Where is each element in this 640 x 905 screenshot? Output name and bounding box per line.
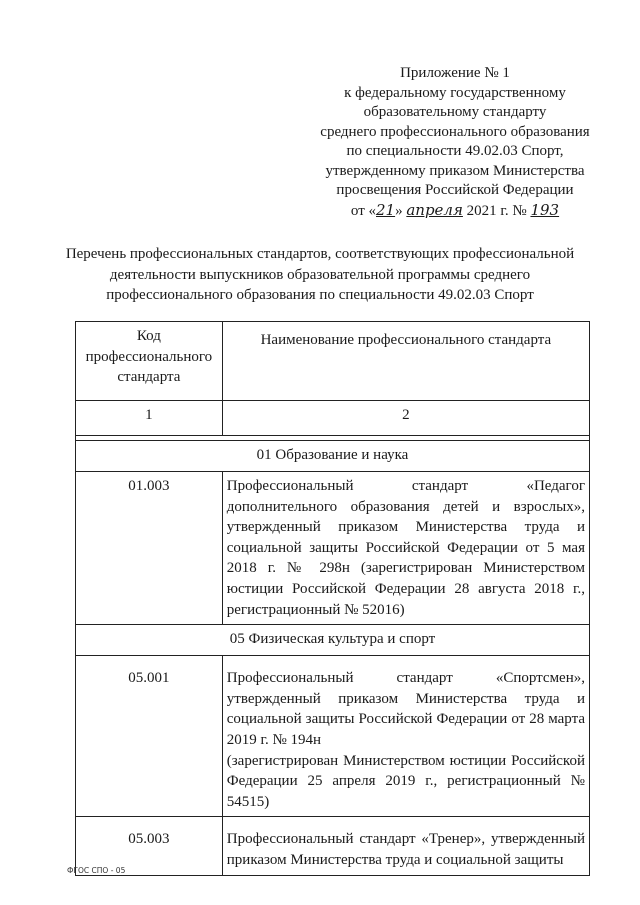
- appendix-line: среднего профессионального образования: [320, 123, 590, 140]
- handwritten-day: 21: [376, 200, 396, 219]
- handwritten-order-number: 193: [530, 200, 560, 219]
- section-row: [76, 441, 590, 472]
- standard-name: [222, 656, 589, 817]
- table-row: [76, 656, 590, 817]
- table-row: [76, 817, 590, 875]
- standard-code: 01.003: [76, 472, 223, 625]
- title-line: профессионального образования по специальности 49.02.03 Спорт: [106, 287, 534, 303]
- title-line: Перечень профессиональных стандартов, соответствующих профессиональной: [65, 246, 575, 262]
- table-header-row: [76, 322, 590, 401]
- table-row: [76, 472, 590, 625]
- standards-table: [75, 321, 590, 876]
- standard-name: [222, 817, 589, 875]
- section-row: [76, 625, 590, 656]
- section-title: 05 Физическая культура и спорт: [76, 625, 590, 656]
- standard-registration-text: (зарегистрирован Министерством юстиции Российской Федерации 25 апреля 2019 г., регистрационный № 54515): [226, 752, 585, 810]
- date-mid: »: [395, 202, 403, 219]
- section-title: 01 Образование и наука: [76, 441, 590, 472]
- date-year: 2021 г. №: [466, 202, 527, 219]
- footer-code: ФГОС СПО - 05: [67, 866, 126, 875]
- standard-name-text: Профессиональный стандарт «Спортсмен», утвержденный приказом Министерства труда и социальной защиты Российской Федерации от 28 марта 2019 г. № 194н: [226, 670, 585, 748]
- column-number-row: [76, 401, 590, 436]
- column-number-1: 1: [76, 401, 223, 436]
- standard-code: 05.003: [76, 817, 223, 875]
- document-title: [60, 244, 580, 306]
- standard-code: 05.001: [76, 656, 223, 817]
- appendix-line: просвещения Российской Федерации: [336, 182, 574, 198]
- column-number-2: 2: [222, 401, 589, 436]
- standard-name-text: Профессиональный стандарт «Педагог дополнительного образования детей и взрослых», утвержденный приказом Министерства труда и социальной защиты Российской Федерации от 5 мая 2018 г. № 298н (зарегистрирован Министерством юстиции Российской Федерации 28 августа 2018 г., регистрационный № 52016): [226, 478, 585, 618]
- appendix-line: к федеральному государственному: [344, 84, 566, 101]
- appendix-line: образовательному стандарту: [363, 104, 547, 120]
- header-code: Код профессионального стандарта: [76, 322, 223, 401]
- header-name: Наименование профессионального стандарта: [222, 322, 589, 401]
- appendix-title: Приложение № 1: [400, 65, 510, 81]
- handwritten-month: апреля: [406, 200, 463, 219]
- date-prefix: от «: [350, 202, 376, 219]
- order-date-line: [300, 201, 610, 222]
- standard-name-text: Профессиональный стандарт «Тренер», утвержденный приказом Министерства труда и социальной защиты: [226, 831, 585, 868]
- title-line: деятельности выпускников образовательной программы среднего: [109, 266, 531, 283]
- standard-name: [222, 472, 589, 625]
- appendix-line: по специальности 49.02.03 Спорт,: [346, 143, 564, 159]
- appendix-line: утвержденному приказом Министерства: [325, 162, 585, 179]
- appendix-header: [300, 64, 610, 221]
